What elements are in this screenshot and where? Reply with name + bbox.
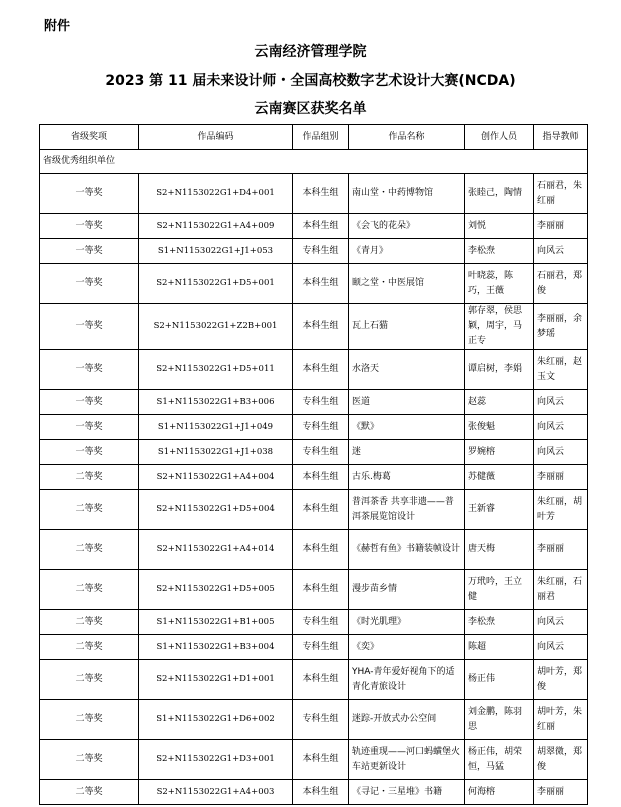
attachment-label: 附件 <box>44 19 71 34</box>
cell-code: S2+N1153022G1+D3+001 <box>139 740 293 780</box>
cell-award: 二等奖 <box>40 490 139 530</box>
cell-creators: 叶晓蕊，陈巧，王薇 <box>465 264 534 304</box>
cell-name: 迷踪-开放式办公空间 <box>349 700 465 740</box>
cell-teachers: 向风云 <box>534 635 588 660</box>
cell-award: 一等奖 <box>40 390 139 415</box>
column-header-creators: 创作人员 <box>465 125 534 150</box>
cell-group: 本科生组 <box>293 740 349 780</box>
cell-award: 一等奖 <box>40 415 139 440</box>
table-row <box>40 214 588 239</box>
cell-code: S2+N1153022G1+D5+011 <box>139 350 293 390</box>
cell-teachers: 朱红丽，石丽君 <box>534 570 588 610</box>
column-header-code: 作品编码 <box>139 125 293 150</box>
cell-group: 本科生组 <box>293 660 349 700</box>
cell-name: 《青月》 <box>349 239 465 264</box>
award-table <box>39 124 588 805</box>
cell-code: S1+N1153022G1+J1+049 <box>139 415 293 440</box>
cell-group: 专科生组 <box>293 390 349 415</box>
table-header-row <box>40 125 588 150</box>
cell-teachers: 朱红丽，赵玉文 <box>534 350 588 390</box>
cell-group: 本科生组 <box>293 304 349 350</box>
cell-award: 二等奖 <box>40 570 139 610</box>
cell-group: 本科生组 <box>293 174 349 214</box>
column-header-teachers: 指导教师 <box>534 125 588 150</box>
cell-award: 二等奖 <box>40 530 139 570</box>
cell-code: S2+N1153022G1+D5+005 <box>139 570 293 610</box>
cell-code: S1+N1153022G1+B3+004 <box>139 635 293 660</box>
cell-teachers: 李丽丽 <box>534 465 588 490</box>
cell-creators: 刘悦 <box>465 214 534 239</box>
cell-award: 一等奖 <box>40 174 139 214</box>
table-row <box>40 304 588 350</box>
table-row <box>40 174 588 214</box>
table-row <box>40 610 588 635</box>
cell-group: 本科生组 <box>293 570 349 610</box>
cell-group: 本科生组 <box>293 780 349 805</box>
cell-name: 水洛天 <box>349 350 465 390</box>
column-header-name: 作品名称 <box>349 125 465 150</box>
cell-code: S2+N1153022G1+D5+001 <box>139 264 293 304</box>
cell-group: 专科生组 <box>293 415 349 440</box>
cell-code: S2+N1153022G1+A4+009 <box>139 214 293 239</box>
cell-name: 医道 <box>349 390 465 415</box>
cell-name: 古乐.梅葛 <box>349 465 465 490</box>
cell-award: 一等奖 <box>40 350 139 390</box>
cell-creators: 何海榕 <box>465 780 534 805</box>
section-row <box>40 150 588 174</box>
cell-creators: 杨正伟，胡荣恒，马猛 <box>465 740 534 780</box>
cell-teachers: 李丽丽，余梦瑶 <box>534 304 588 350</box>
cell-teachers: 石丽君，朱红丽 <box>534 174 588 214</box>
cell-teachers: 向风云 <box>534 239 588 264</box>
cell-code: S2+N1153022G1+D4+001 <box>139 174 293 214</box>
cell-award: 二等奖 <box>40 780 139 805</box>
table-row <box>40 264 588 304</box>
cell-award: 一等奖 <box>40 239 139 264</box>
cell-award: 二等奖 <box>40 610 139 635</box>
cell-group: 本科生组 <box>293 490 349 530</box>
cell-name: 《赫哲有鱼》书籍装帧设计 <box>349 530 465 570</box>
competition-title: 2023 第 11 届未来设计师・全国高校数字艺术设计大赛(NCDA) <box>105 73 516 89</box>
cell-creators: 苏健薇 <box>465 465 534 490</box>
cell-code: S2+N1153022G1+D1+001 <box>139 660 293 700</box>
cell-name: 《时光肌理》 <box>349 610 465 635</box>
cell-award: 二等奖 <box>40 660 139 700</box>
table-row <box>40 390 588 415</box>
cell-creators: 赵蕊 <box>465 390 534 415</box>
cell-creators: 郭存翠，侯思颖，周宇，马正专 <box>465 304 534 350</box>
table-row <box>40 490 588 530</box>
table-row <box>40 350 588 390</box>
cell-creators: 陈超 <box>465 635 534 660</box>
cell-award: 二等奖 <box>40 700 139 740</box>
cell-name: YHA-青年爱好视角下的适青化青旅设计 <box>349 660 465 700</box>
table-row <box>40 700 588 740</box>
cell-teachers: 朱红丽，胡叶芳 <box>534 490 588 530</box>
cell-teachers: 向风云 <box>534 415 588 440</box>
cell-group: 专科生组 <box>293 239 349 264</box>
cell-code: S1+N1153022G1+B1+005 <box>139 610 293 635</box>
section-label: 省级优秀组织单位 <box>40 150 588 174</box>
cell-award: 二等奖 <box>40 740 139 780</box>
cell-creators: 王新睿 <box>465 490 534 530</box>
cell-name: 迷 <box>349 440 465 465</box>
cell-group: 本科生组 <box>293 530 349 570</box>
cell-creators: 张俊魁 <box>465 415 534 440</box>
cell-teachers: 胡叶芳，郑俊 <box>534 660 588 700</box>
cell-name: 颐之堂・中医展馆 <box>349 264 465 304</box>
cell-teachers: 李丽丽 <box>534 530 588 570</box>
cell-award: 二等奖 <box>40 465 139 490</box>
table-row <box>40 740 588 780</box>
column-header-group: 作品组别 <box>293 125 349 150</box>
cell-name: 《寻记・三星堆》书籍 <box>349 780 465 805</box>
school-title: 云南经济管理学院 <box>254 44 367 60</box>
cell-award: 一等奖 <box>40 214 139 239</box>
cell-award: 一等奖 <box>40 440 139 465</box>
cell-group: 专科生组 <box>293 700 349 740</box>
cell-code: S2+N1153022G1+A4+014 <box>139 530 293 570</box>
cell-code: S2+N1153022G1+D5+004 <box>139 490 293 530</box>
cell-award: 一等奖 <box>40 264 139 304</box>
cell-creators: 李松焘 <box>465 239 534 264</box>
table-row <box>40 570 588 610</box>
cell-name: 轨迹重现——河口蚂蟥堡火车站更新设计 <box>349 740 465 780</box>
cell-group: 专科生组 <box>293 440 349 465</box>
cell-name: 漫步苗乡情 <box>349 570 465 610</box>
cell-group: 专科生组 <box>293 610 349 635</box>
cell-code: S2+N1153022G1+A4+003 <box>139 780 293 805</box>
award-list-subtitle: 云南赛区获奖名单 <box>254 101 367 117</box>
cell-teachers: 胡叶芳，朱红丽 <box>534 700 588 740</box>
cell-group: 专科生组 <box>293 635 349 660</box>
cell-group: 本科生组 <box>293 264 349 304</box>
table-row <box>40 635 588 660</box>
table-row <box>40 239 588 264</box>
cell-name: 普洱茶香 共享非遗——普洱茶展览馆设计 <box>349 490 465 530</box>
column-header-award: 省级奖项 <box>40 125 139 150</box>
cell-name: 《默》 <box>349 415 465 440</box>
cell-creators: 万玳吟，王立健 <box>465 570 534 610</box>
table-row <box>40 440 588 465</box>
cell-creators: 李松焘 <box>465 610 534 635</box>
cell-teachers: 石丽君，郑俊 <box>534 264 588 304</box>
cell-code: S1+N1153022G1+J1+038 <box>139 440 293 465</box>
cell-group: 本科生组 <box>293 465 349 490</box>
table-row <box>40 780 588 805</box>
cell-name: 《奕》 <box>349 635 465 660</box>
table-row <box>40 530 588 570</box>
cell-group: 本科生组 <box>293 214 349 239</box>
cell-code: S1+N1153022G1+D6+002 <box>139 700 293 740</box>
cell-teachers: 向风云 <box>534 610 588 635</box>
cell-code: S2+N1153022G1+A4+004 <box>139 465 293 490</box>
cell-name: 南山堂・中药博物馆 <box>349 174 465 214</box>
cell-code: S1+N1153022G1+B3+006 <box>139 390 293 415</box>
cell-creators: 罗婉榕 <box>465 440 534 465</box>
cell-teachers: 李丽丽 <box>534 780 588 805</box>
cell-group: 本科生组 <box>293 350 349 390</box>
cell-award: 一等奖 <box>40 304 139 350</box>
cell-creators: 刘金鹏，陈羽思 <box>465 700 534 740</box>
cell-code: S1+N1153022G1+J1+053 <box>139 239 293 264</box>
table-row <box>40 465 588 490</box>
table-row <box>40 415 588 440</box>
cell-creators: 杨正伟 <box>465 660 534 700</box>
cell-teachers: 胡翠微，郑俊 <box>534 740 588 780</box>
cell-creators: 张睦己，陶情 <box>465 174 534 214</box>
cell-code: S2+N1153022G1+Z2B+001 <box>139 304 293 350</box>
cell-award: 二等奖 <box>40 635 139 660</box>
cell-creators: 唐天梅 <box>465 530 534 570</box>
table-row <box>40 660 588 700</box>
cell-teachers: 向风云 <box>534 440 588 465</box>
cell-creators: 谭启树，李娟 <box>465 350 534 390</box>
cell-name: 瓦上石猫 <box>349 304 465 350</box>
cell-name: 《会飞的花朵》 <box>349 214 465 239</box>
cell-teachers: 向风云 <box>534 390 588 415</box>
cell-teachers: 李丽丽 <box>534 214 588 239</box>
